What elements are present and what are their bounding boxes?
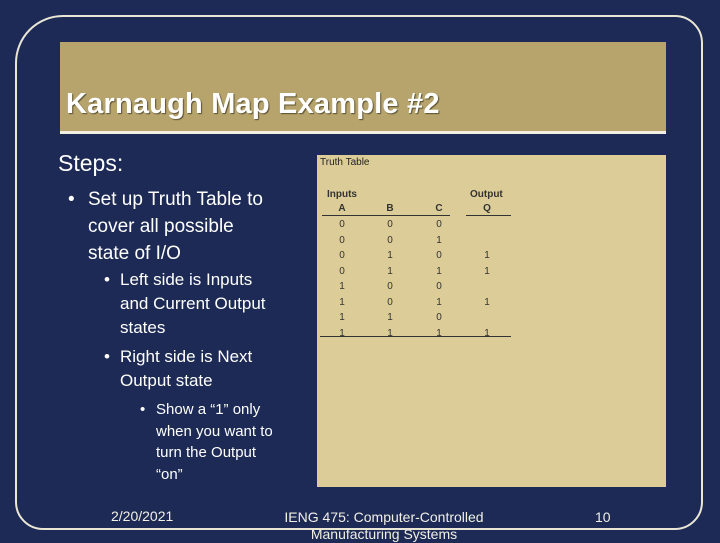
column-header-a: A [338, 203, 346, 214]
truth-table-cell: 1 [339, 327, 345, 339]
sub-bullet-line: Left side is Inputs [120, 270, 253, 289]
truth-table-cell: 1 [436, 265, 442, 277]
truth-table-cell: 0 [339, 234, 345, 246]
truth-table-cell: 1 [387, 312, 393, 323]
truth-table-cell: 1 [436, 296, 442, 308]
truth-table-cell: 1 [387, 250, 393, 261]
sub-bullet-text [120, 268, 266, 340]
truth-table-cell: 1 [484, 327, 490, 339]
sub-bullet-line: states [120, 318, 166, 337]
sub-sub-bullet-line: turn the Output [156, 444, 257, 461]
sub-sub-bullet-line: when you want to [156, 422, 273, 440]
truth-table-cell: 0 [436, 312, 442, 323]
truth-table-cell: 0 [436, 219, 442, 230]
output-header-rule [466, 215, 511, 216]
truth-table-cell: 1 [436, 234, 442, 246]
truth-table-cell: 1 [387, 327, 393, 339]
truth-table-cell: 0 [436, 281, 442, 292]
sub-sub-bullet-line: Show a “1” only [156, 401, 261, 418]
footer-course-line: Manufacturing Systems [310, 526, 458, 542]
sub-sub-bullet-text [156, 399, 273, 485]
truth-table-cell: 1 [484, 265, 490, 277]
truth-table-cell: 0 [387, 296, 393, 308]
truth-table-cell: 0 [339, 219, 345, 230]
bullet-line: Set up Truth Table to [88, 189, 263, 210]
column-header-b: B [386, 203, 394, 214]
truth-table-cell: 1 [436, 327, 442, 339]
truth-table-cell: 1 [339, 296, 345, 308]
truth-table-cell: 0 [339, 265, 345, 277]
bullet-text [88, 186, 263, 267]
truth-table-title: Truth Table [320, 157, 370, 168]
truth-table-cell: 0 [339, 250, 345, 261]
sub-bullet-line: and Current Output [120, 294, 266, 313]
inputs-group-label: Inputs [327, 189, 357, 200]
footer-date: 2/20/2021 [111, 508, 174, 524]
truth-table-cell: 0 [436, 250, 442, 261]
steps-heading: Steps: [58, 150, 124, 176]
truth-table-cell: 1 [484, 296, 490, 308]
bullet-line: cover all possible [88, 216, 234, 237]
sub-bullet-text [120, 345, 252, 393]
sub-bullet-dot: • [104, 270, 110, 289]
output-group-label: Output [470, 189, 503, 200]
truth-table-cell: 0 [387, 219, 393, 230]
truth-table-cell: 1 [484, 250, 490, 261]
footer-course-line: IENG 475: Computer-Controlled [284, 509, 484, 525]
sub-sub-bullet-dot: • [140, 401, 146, 418]
truth-table-cell: 0 [387, 281, 393, 292]
slide-title: Karnaugh Map Example #2 [66, 88, 440, 120]
sub-bullet-line: Output state [120, 371, 213, 390]
truth-table-cell: 1 [339, 281, 345, 292]
footer-course [284, 509, 484, 543]
column-header-c: C [435, 203, 443, 214]
footer-page-number: 10 [595, 509, 611, 525]
column-header-q: Q [483, 203, 491, 214]
sub-bullet-dot: • [104, 347, 110, 366]
sub-bullet-line: Right side is Next [120, 347, 253, 366]
bullet-dot: • [68, 189, 75, 210]
inputs-header-rule [322, 215, 450, 216]
sub-sub-bullet-line: “on” [156, 465, 183, 483]
truth-table-cell: 0 [387, 234, 393, 246]
truth-table-cell: 1 [387, 265, 393, 277]
bullet-line: state of I/O [88, 243, 181, 264]
truth-table-cell: 1 [339, 312, 345, 323]
